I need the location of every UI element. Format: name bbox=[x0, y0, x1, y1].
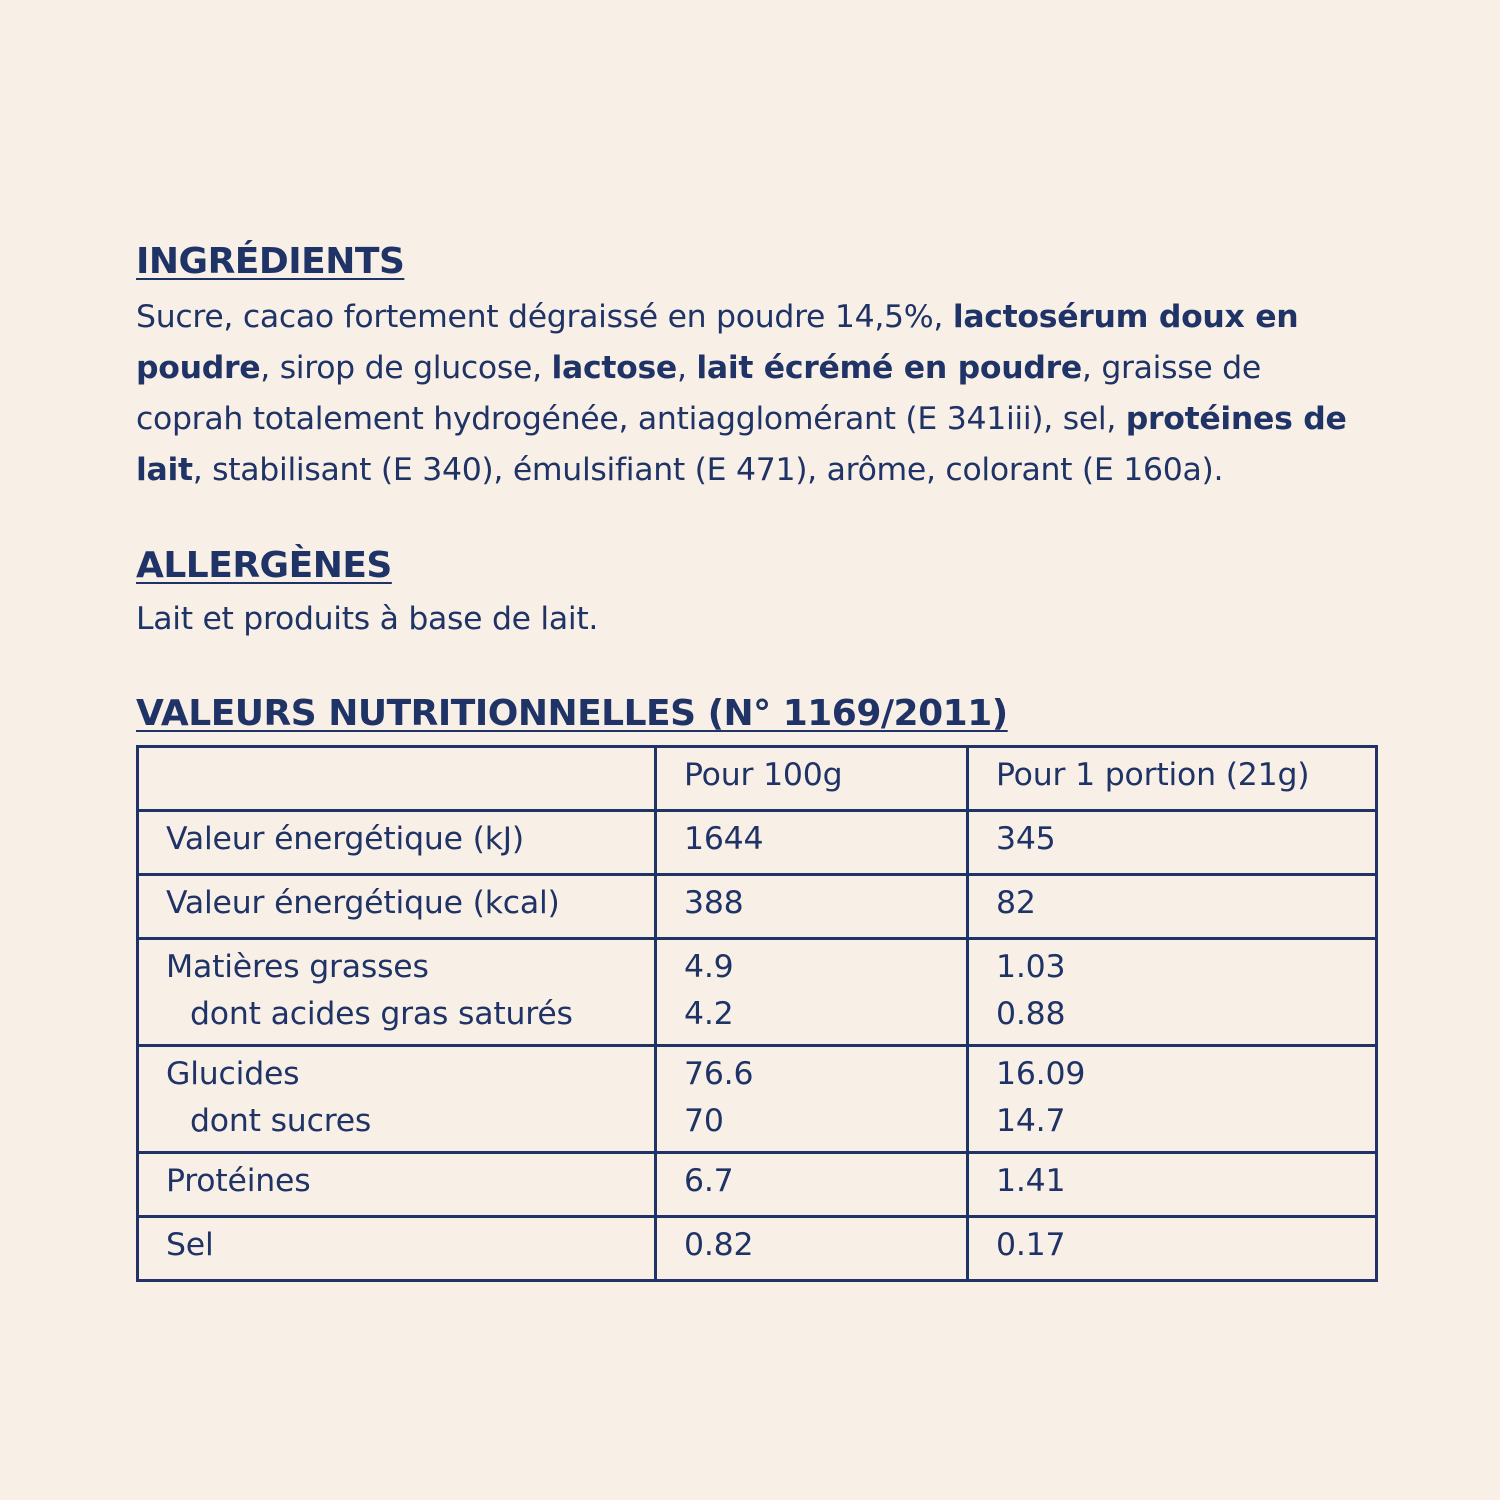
row-value: 6.7 bbox=[684, 1163, 734, 1199]
label-cell bbox=[138, 1046, 656, 1153]
table-row bbox=[138, 811, 1377, 875]
sub-row-value: 0.88 bbox=[996, 996, 1066, 1032]
sub-row-value: 14.7 bbox=[996, 1103, 1066, 1139]
row-value: Valeur énergétique (kJ) bbox=[166, 821, 524, 857]
row-value: 1.03 bbox=[996, 949, 1066, 985]
label-cell bbox=[138, 811, 656, 875]
sub-row-value: 70 bbox=[684, 1103, 724, 1139]
ingredients-title: INGRÉDIENTS bbox=[136, 241, 405, 282]
per100-cell bbox=[656, 811, 968, 875]
row-value: 0.82 bbox=[684, 1227, 754, 1263]
ingredient-text: , graisse de coprah totalement hydrogénée, antiagglomérant (E 341iii), sel, bbox=[136, 350, 1261, 437]
row-value: 388 bbox=[684, 885, 744, 921]
ingredient-text: Sucre, cacao fortement dégraissé en poudre 14,5%, bbox=[136, 299, 953, 335]
row-value: 82 bbox=[996, 885, 1036, 921]
ingredient-allergen-text: lactose bbox=[551, 350, 677, 386]
allergens-text: Lait et produits à base de lait. bbox=[136, 601, 599, 637]
row-value: Glucides bbox=[166, 1056, 300, 1092]
portion-cell bbox=[968, 939, 1377, 1046]
row-value: 0.17 bbox=[996, 1227, 1066, 1263]
nutrition-table bbox=[136, 745, 1378, 1282]
portion-cell bbox=[968, 1217, 1377, 1281]
header-cell-portion: Pour 1 portion (21g) bbox=[968, 747, 1377, 811]
table-header-row bbox=[138, 747, 1377, 811]
label-cell bbox=[138, 1153, 656, 1217]
per100-cell bbox=[656, 1217, 968, 1281]
per100-cell bbox=[656, 1046, 968, 1153]
label-cell bbox=[138, 939, 656, 1046]
row-value: 1644 bbox=[684, 821, 764, 857]
sub-row-value: dont sucres bbox=[190, 1103, 372, 1139]
row-value: 16.09 bbox=[996, 1056, 1086, 1092]
table-row bbox=[138, 1153, 1377, 1217]
row-value: 345 bbox=[996, 821, 1056, 857]
ingredient-text: , sirop de glucose, bbox=[260, 350, 552, 386]
label-cell bbox=[138, 1217, 656, 1281]
portion-cell bbox=[968, 811, 1377, 875]
row-value: 76.6 bbox=[684, 1056, 754, 1092]
per100-cell bbox=[656, 939, 968, 1046]
label-cell bbox=[138, 875, 656, 939]
table-row bbox=[138, 875, 1377, 939]
ingredient-text: , bbox=[676, 350, 697, 386]
nutrition-section bbox=[136, 692, 1376, 1282]
table-row bbox=[138, 1217, 1377, 1281]
ingredients-section bbox=[136, 240, 1376, 496]
portion-cell bbox=[968, 1153, 1377, 1217]
allergens-title: ALLERGÈNES bbox=[136, 545, 392, 586]
ingredient-allergen-text: lactosérum doux en poudre bbox=[136, 299, 1299, 386]
per100-cell bbox=[656, 875, 968, 939]
ingredient-text: , stabilisant (E 340), émulsifiant (E 471), arôme, colorant (E 160a). bbox=[192, 452, 1224, 488]
header-cell-per100: Pour 100g bbox=[656, 747, 968, 811]
sub-row-value: dont acides gras saturés bbox=[190, 996, 573, 1032]
sub-row-value: 4.2 bbox=[684, 996, 734, 1032]
header-cell-empty bbox=[138, 747, 656, 811]
portion-cell bbox=[968, 875, 1377, 939]
per100-cell bbox=[656, 1153, 968, 1217]
ingredients-text bbox=[136, 292, 1376, 496]
row-value: Valeur énergétique (kcal) bbox=[166, 885, 560, 921]
allergens-section bbox=[136, 544, 1376, 645]
table-row bbox=[138, 1046, 1377, 1153]
portion-cell bbox=[968, 1046, 1377, 1153]
row-value: Protéines bbox=[166, 1163, 311, 1199]
nutrition-title: VALEURS NUTRITIONNELLES (N° 1169/2011) bbox=[136, 693, 1008, 734]
table-row bbox=[138, 939, 1377, 1046]
row-value: 4.9 bbox=[684, 949, 734, 985]
row-value: 1.41 bbox=[996, 1163, 1066, 1199]
ingredient-allergen-text: lait écrémé en poudre bbox=[696, 350, 1082, 386]
row-value: Sel bbox=[166, 1227, 214, 1263]
row-value: Matières grasses bbox=[166, 949, 429, 985]
ingredient-allergen-text: protéines de lait bbox=[136, 401, 1347, 488]
